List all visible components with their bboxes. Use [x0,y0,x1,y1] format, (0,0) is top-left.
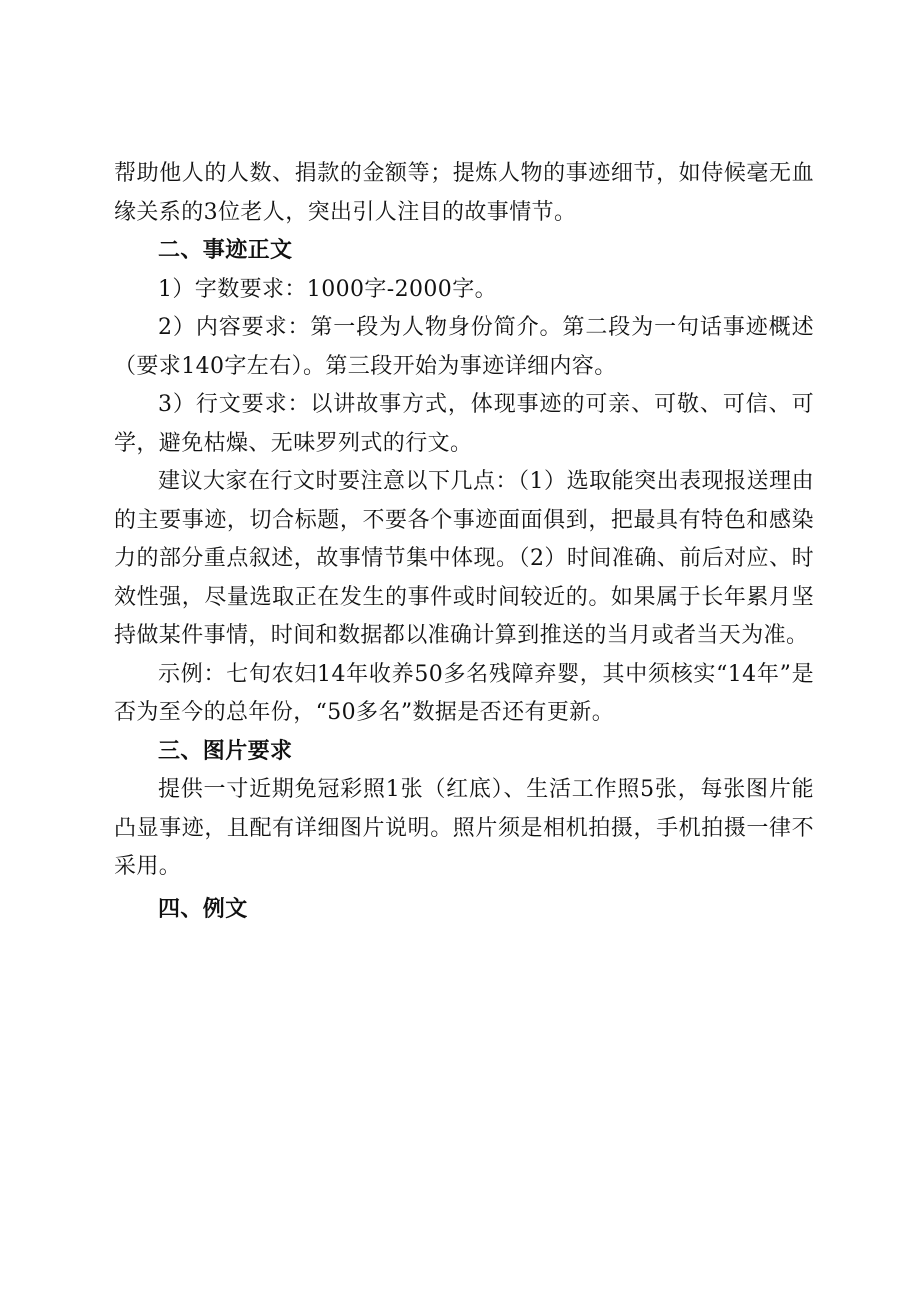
document-body [114,155,814,929]
section-heading-4: 四、例文 [158,896,248,922]
paragraph-example: 示例：七旬农妇14年收养50多名残障弃婴，其中须核实“14年”是否为至今的总年份，“50多名”数据是否还有更新。 [114,661,814,725]
paragraph-photo-requirements: 提供一寸近期免冠彩照1张（红底）、生活工作照5张，每张图片能凸显事迹，且配有详细图片说明。照片须是相机拍摄，手机拍摄一律不采用。 [114,777,814,879]
paragraph-content-requirements: 2）内容要求：第一段为人物身份简介。第二段为一句话事迹概述（要求140字左右）。第三段开始为事迹详细内容。 [114,315,814,379]
section-heading-2: 二、事迹正文 [158,238,293,263]
paragraph-suggestions: 建议大家在行文时要注意以下几点：（1）选取能突出表现报送理由的主要事迹，切合标题，不要各个事迹面面俱到，把最具有特色和感染力的部分重点叙述，故事情节集中体现。（2）时间准确、前后对应、时效性强，尽量选取正在发生的事件或时间较近的。如果属于长年累月坚持做某件事情，时间和数据都以准确计算到推送的当月或者当天为准。 [114,469,814,648]
paragraph-word-count: 1）字数要求：1000字-2000字。 [158,276,498,302]
paragraph-intro-continuation: 帮助他人的人数、捐款的金额等；提炼人物的事迹细节，如侍候毫无血缘关系的3位老人，突出引人注目的故事情节。 [114,161,814,225]
section-heading-3: 三、图片要求 [158,738,293,764]
paragraph-writing-requirements: 3）行文要求：以讲故事方式，体现事迹的可亲、可敬、可信、可学，避免枯燥、无味罗列式的行文。 [114,392,814,456]
